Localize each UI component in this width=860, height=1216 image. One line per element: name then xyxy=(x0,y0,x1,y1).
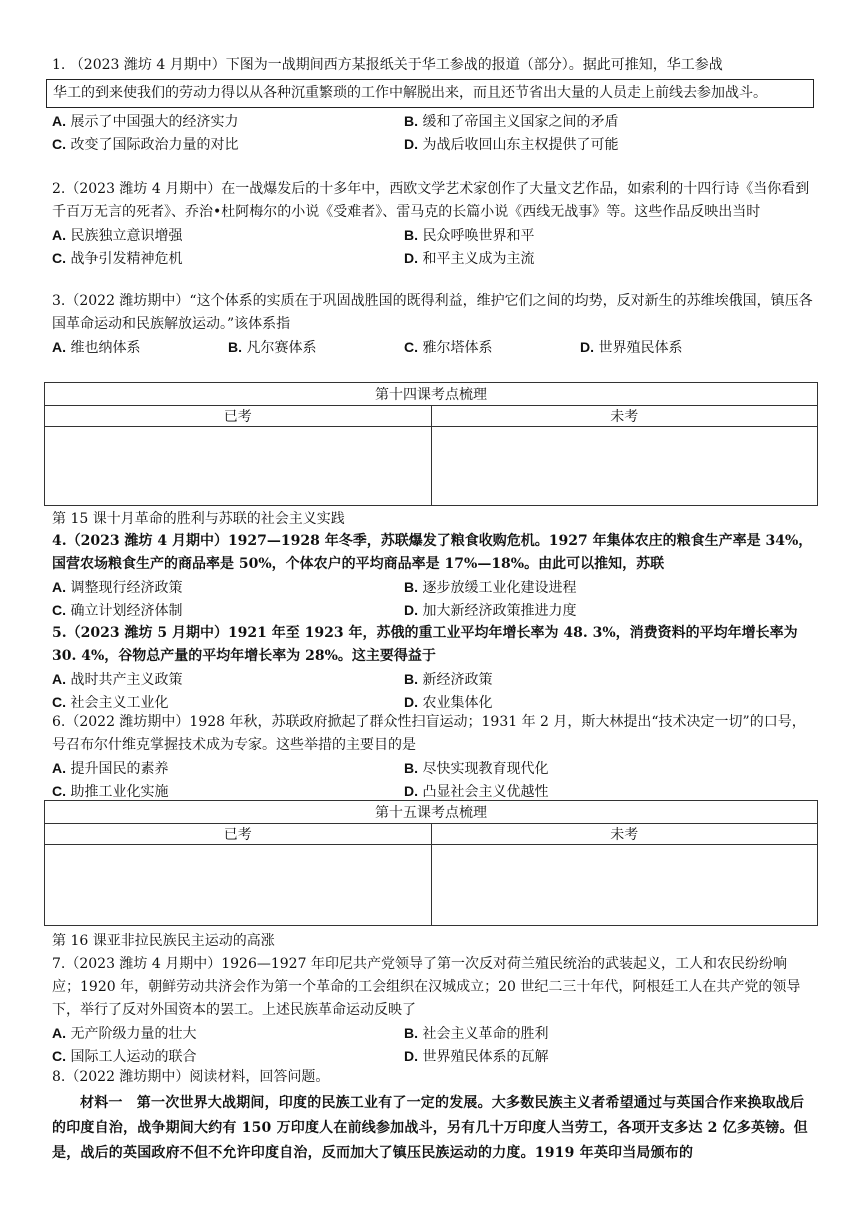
column-header-not-examined: 未考 xyxy=(431,406,818,427)
option-d[interactable]: D. 为战后收回山东主权提供了可能 xyxy=(404,136,619,153)
options xyxy=(52,336,814,359)
options xyxy=(52,668,814,714)
question-5 xyxy=(52,622,814,714)
summary-table-15 xyxy=(44,800,818,926)
question-3 xyxy=(52,290,814,359)
option-a[interactable]: A. 民族独立意识增强 xyxy=(52,227,183,244)
question-stem: 8.（2022 潍坊期中）阅读材料，回答问题。 xyxy=(52,1069,330,1085)
option-b[interactable]: B. 尽快实现教育现代化 xyxy=(404,760,549,777)
option-a[interactable]: A. 维也纳体系 xyxy=(52,339,141,356)
option-d[interactable]: D. 和平主义成为主流 xyxy=(404,250,535,267)
table-cell-not-examined[interactable] xyxy=(431,845,818,926)
question-4 xyxy=(52,530,814,622)
question-stem: 1. （2023 潍坊 4 月期中）下图为一战期间西方某报纸关于华工参战的报道（部分）。据此可推知，华工参战 xyxy=(52,57,723,73)
question-1 xyxy=(52,54,814,156)
material-one: 材料一 第一次世界大战期间，印度的民族工业有了一定的发展。大多数民族主义者希望通过与英国合作来换取战后的印度自治，战争期间大约有 150 万印度人在前线参加战斗，另有几十万印度人当劳工，各项开支多达 2 亿多英镑。但是，战后的英国政府不但不允许印度自治，反而加大了镇压民族运动的力度。1919 年英印当局颁布的 xyxy=(52,1095,808,1161)
table-cell-examined[interactable] xyxy=(45,845,432,926)
quote-box xyxy=(46,79,814,108)
options xyxy=(52,224,814,270)
option-c[interactable]: C. 助推工业化实施 xyxy=(52,783,169,800)
table-title: 第十四课考点梳理 xyxy=(45,383,818,406)
option-c[interactable]: C. 国际工人运动的联合 xyxy=(52,1048,197,1065)
option-d[interactable]: D. 加大新经济政策推进力度 xyxy=(404,602,577,619)
option-b[interactable]: B. 社会主义革命的胜利 xyxy=(404,1025,549,1042)
column-header-not-examined: 未考 xyxy=(431,824,818,845)
options xyxy=(52,576,814,622)
option-a[interactable]: A. 调整现行经济政策 xyxy=(52,579,183,596)
column-header-examined: 已考 xyxy=(45,406,432,427)
question-7 xyxy=(52,953,814,1068)
option-a[interactable]: A. 无产阶级力量的壮大 xyxy=(52,1025,197,1042)
question-8 xyxy=(52,1066,814,1166)
option-a[interactable]: A. 提升国民的素养 xyxy=(52,760,169,777)
option-b[interactable]: B. 逐步放缓工业化建设进程 xyxy=(404,579,577,596)
table-cell-not-examined[interactable] xyxy=(431,427,818,506)
option-b[interactable]: B. 凡尔赛体系 xyxy=(228,339,317,356)
option-c[interactable]: C. 战争引发精神危机 xyxy=(52,250,183,267)
options xyxy=(52,1022,814,1068)
lesson-16-heading: 第 16 课亚非拉民族民主运动的高涨 xyxy=(52,933,275,949)
question-stem: 5.（2023 潍坊 5 月期中）1921 年至 1923 年，苏俄的重工业平均年增长率为 48. 3%，消费资料的平均年增长率为 30. 4%，谷物总产量的平均年增长率为 28%。这主要得益于 xyxy=(52,625,798,664)
lesson-15-heading: 第 15 课十月革命的胜利与苏联的社会主义实践 xyxy=(52,511,345,527)
summary-table-14 xyxy=(44,382,818,506)
option-d[interactable]: D. 农业集体化 xyxy=(404,694,493,711)
option-b[interactable]: B. 缓和了帝国主义国家之间的矛盾 xyxy=(404,113,619,130)
option-a[interactable]: A. 战时共产主义政策 xyxy=(52,671,183,688)
question-2 xyxy=(52,178,814,270)
option-a[interactable]: A. 展示了中国强大的经济实力 xyxy=(52,113,239,130)
option-b[interactable]: B. 新经济政策 xyxy=(404,671,493,688)
quote-text: 华工的到来使我们的劳动力得以从各种沉重繁琐的工作中解脱出来，而且还节省出大量的人员走上前线去参加战斗。 xyxy=(53,85,767,101)
table-cell-examined[interactable] xyxy=(45,427,432,506)
option-b[interactable]: B. 民众呼唤世界和平 xyxy=(404,227,535,244)
column-header-examined: 已考 xyxy=(45,824,432,845)
option-c[interactable]: C. 确立计划经济体制 xyxy=(52,602,183,619)
question-stem: 3.（2022 潍坊期中）“这个体系的实质在于巩固战胜国的既得利益，维护它们之间的均势，反对新生的苏维埃俄国，镇压各国革命运动和民族解放运动。”该体系指 xyxy=(52,293,813,332)
options xyxy=(52,757,814,803)
question-stem: 4.（2023 潍坊 4 月期中）1927—1928 年冬季，苏联爆发了粮食收购危机。1927 年集体农庄的粮食生产率是 34%，国营农场粮食生产的商品率是 50%，个体农户的平均商品率是 17%—18%。由此可以推知，苏联 xyxy=(52,533,813,572)
question-6 xyxy=(52,711,814,803)
question-stem: 7.（2023 潍坊 4 月期中）1926—1927 年印尼共产党领导了第一次反对荷兰殖民统治的武装起义，工人和农民纷纷响应；1920 年，朝鲜劳动共济会作为第一个革命的工会组织在汉城成立；20 世纪二三十年代，阿根廷工人在共产党的领导下，举行了反对外国资本的罢工。上述民族革命运动反映了 xyxy=(52,956,801,1018)
option-c[interactable]: C. 社会主义工业化 xyxy=(52,694,169,711)
option-d[interactable]: D. 世界殖民体系的瓦解 xyxy=(404,1048,549,1065)
option-c[interactable]: C. 改变了国际政治力量的对比 xyxy=(52,136,239,153)
question-stem: 6.（2022 潍坊期中）1928 年秋，苏联政府掀起了群众性扫盲运动；1931 年 2 月，斯大林提出“技术决定一切”的口号，号召布尔什维克掌握技术成为专家。这些举措的主要目的是 xyxy=(52,714,806,753)
option-c[interactable]: C. 雅尔塔体系 xyxy=(404,339,493,356)
table-title: 第十五课考点梳理 xyxy=(45,801,818,824)
option-d[interactable]: D. 世界殖民体系 xyxy=(580,339,683,356)
options xyxy=(52,110,814,156)
option-d[interactable]: D. 凸显社会主义优越性 xyxy=(404,783,549,800)
question-stem: 2.（2023 潍坊 4 月期中）在一战爆发后的十多年中，西欧文学艺术家创作了大量文艺作品，如索利的十四行诗《当你看到千百万无言的死者》、乔治•杜阿梅尔的小说《受难者》、雷马克的长篇小说《西线无战事》等。这些作品反映出当时 xyxy=(52,181,810,220)
